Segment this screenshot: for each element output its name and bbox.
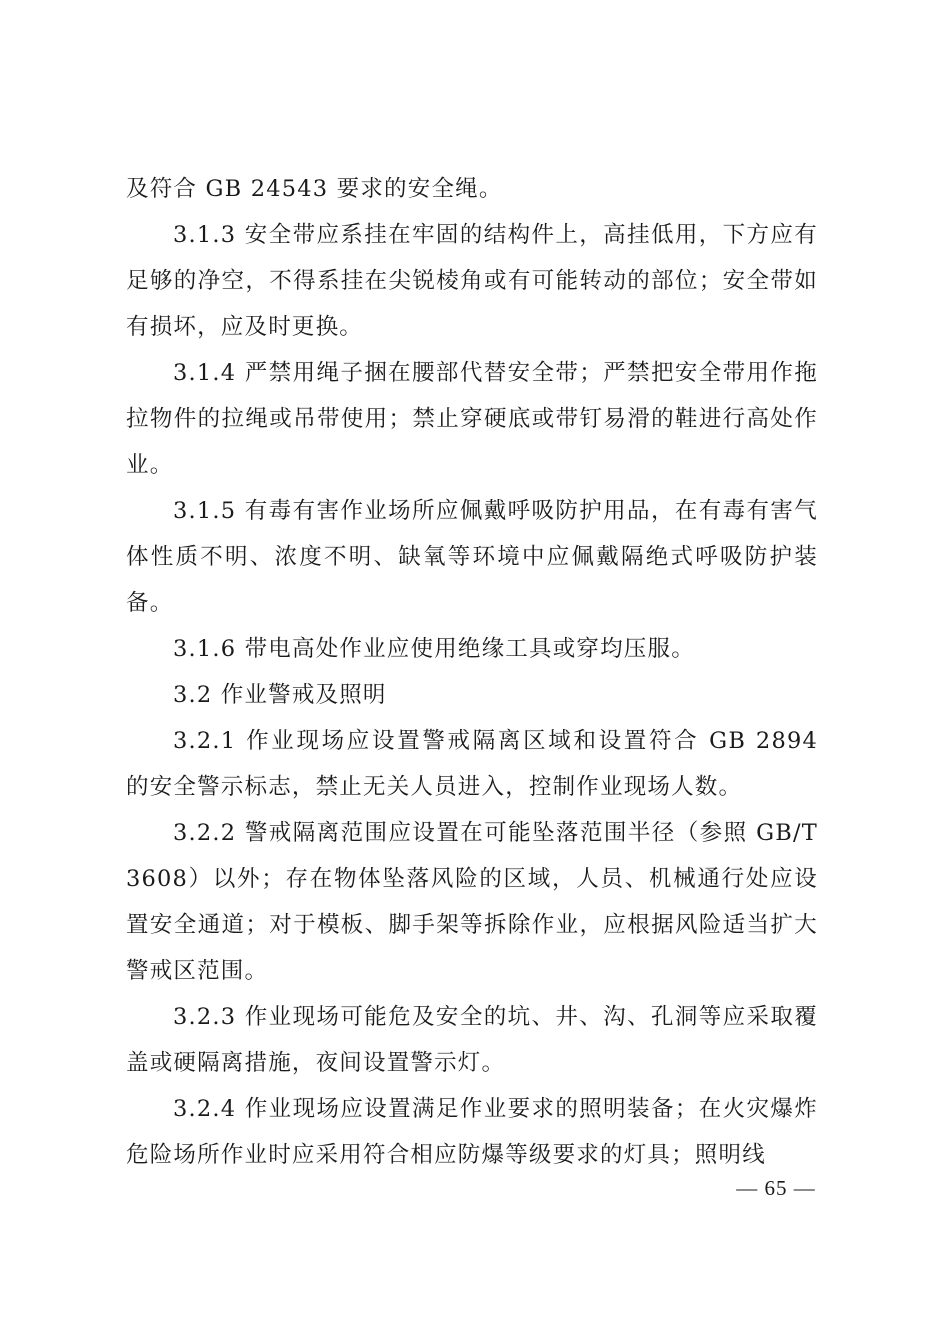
page-number: — 65 — bbox=[736, 1176, 816, 1200]
paragraph-3-2-1: 3.2.1 作业现场应设置警戒隔离区域和设置符合 GB 2894 的安全警示标志，禁止无关人员进入，控制作业现场人数。 bbox=[126, 728, 818, 800]
paragraph-3-1-5: 3.1.5 有毒有害作业场所应佩戴呼吸防护用品，在有毒有害气体性质不明、浓度不明、缺氧等环境中应佩戴隔绝式呼吸防护装备。 bbox=[126, 498, 818, 616]
document-body bbox=[126, 166, 818, 1178]
paragraph-3-1-6: 3.1.6 带电高处作业应使用绝缘工具或穿均压服。 bbox=[173, 636, 695, 662]
paragraph-continuation: 及符合 GB 24543 要求的安全绳。 bbox=[126, 176, 503, 202]
paragraph-3-2-3: 3.2.3 作业现场可能危及安全的坑、井、沟、孔洞等应采取覆盖或硬隔离措施，夜间设置警示灯。 bbox=[126, 1004, 818, 1076]
paragraph-3-2-2: 3.2.2 警戒隔离范围应设置在可能坠落范围半径（参照 GB/T 3608）以外；存在物体坠落风险的区域，人员、机械通行处应设置安全通道；对于模板、脚手架等拆除作业，应根据风险适当扩大警戒区范围。 bbox=[126, 820, 818, 984]
paragraph-3-1-3: 3.1.3 安全带应系挂在牢固的结构件上，高挂低用，下方应有足够的净空，不得系挂在尖锐棱角或有可能转动的部位；安全带如有损坏，应及时更换。 bbox=[126, 222, 818, 340]
paragraph-3-2-4: 3.2.4 作业现场应设置满足作业要求的照明装备；在火灾爆炸危险场所作业时应采用符合相应防爆等级要求的灯具；照明线 bbox=[126, 1096, 818, 1168]
section-heading-3-2: 3.2 作业警戒及照明 bbox=[173, 682, 387, 708]
paragraph-3-1-4: 3.1.4 严禁用绳子捆在腰部代替安全带；严禁把安全带用作拖拉物件的拉绳或吊带使用；禁止穿硬底或带钉易滑的鞋进行高处作业。 bbox=[126, 360, 818, 478]
